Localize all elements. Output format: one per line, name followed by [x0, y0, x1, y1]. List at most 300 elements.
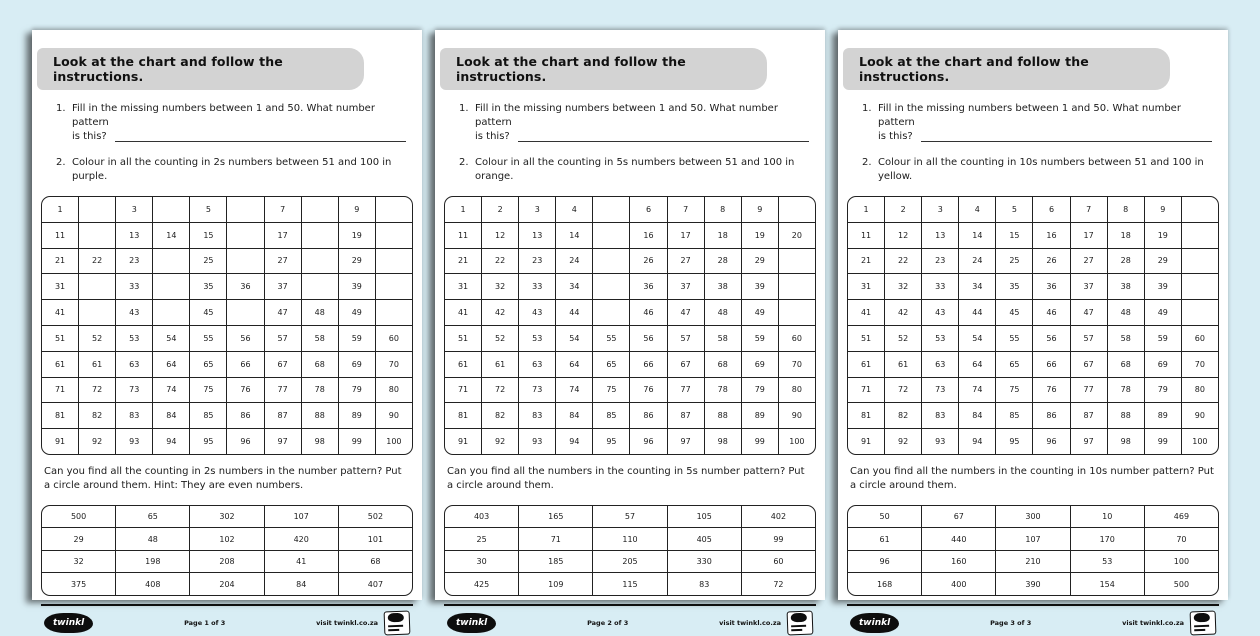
grid-cell: 165 [518, 506, 592, 528]
grid-cell: 51 [54, 333, 66, 343]
grid-cell: 38 [1107, 274, 1144, 299]
grid-cell: 67 [1070, 352, 1107, 377]
grid-cell: 10 [1070, 506, 1144, 528]
grid-cell: 61 [54, 359, 66, 369]
grid-cell: 48 [1107, 300, 1144, 325]
grid-row [445, 506, 815, 528]
grid-cell [778, 197, 815, 222]
grid-cell: 14 [958, 223, 995, 248]
grid-row [42, 197, 412, 222]
grid-cell: 30 [476, 557, 487, 567]
grid-cell: 69 [741, 352, 778, 377]
answer-blank-line [921, 131, 1212, 142]
answer-blank-line [115, 131, 406, 142]
visit-url-label: visit twinkl.co.za [1122, 619, 1184, 628]
page-title: Look at the chart and follow the instructions. [440, 48, 767, 90]
grid-row [445, 402, 815, 428]
grid-cell: 22 [78, 249, 115, 274]
grid-cell: 51 [860, 333, 872, 343]
grid-cell: 405 [667, 528, 741, 550]
grid-row [42, 222, 412, 248]
circle-numbers-grid [444, 505, 816, 596]
grid-cell: 88 [1107, 403, 1144, 428]
grid-cell: 76 [1032, 378, 1069, 403]
grid-cell: 44 [958, 300, 995, 325]
grid-cell: 96 [879, 557, 890, 567]
grid-cell [226, 223, 263, 248]
grid-cell [375, 274, 412, 299]
grid-cell: 85 [995, 403, 1032, 428]
grid-cell: 96 [1032, 429, 1069, 454]
grid-cell: 87 [264, 403, 301, 428]
grid-cell: 14 [555, 223, 592, 248]
instruction-2 [56, 156, 406, 184]
grid-row [848, 527, 1218, 550]
grid-cell: 198 [115, 551, 189, 573]
grid-cell: 49 [338, 300, 375, 325]
grid-cell: 17 [1070, 223, 1107, 248]
grid-cell: 88 [704, 403, 741, 428]
grid-cell: 69 [338, 352, 375, 377]
grid-cell: 420 [264, 528, 338, 550]
bottom-question-text: Can you find all the numbers in the counting in 10s number pattern? Put [850, 465, 1214, 477]
grid-cell: 16 [1032, 223, 1069, 248]
grid-cell: 28 [1107, 249, 1144, 274]
twinkl-logo: twinkl [447, 613, 496, 633]
twinkl-logo: twinkl [44, 613, 93, 633]
grid-cell: 58 [1107, 326, 1144, 351]
grid-cell: 60 [741, 551, 815, 573]
page-footer [850, 611, 1216, 635]
grid-cell: 5 [189, 197, 226, 222]
grid-cell: 29 [1144, 249, 1181, 274]
grid-cell: 58 [704, 326, 741, 351]
grid-cell: 67 [264, 352, 301, 377]
grid-cell: 4 [555, 197, 592, 222]
grid-cell: 68 [704, 352, 741, 377]
grid-cell: 57 [592, 506, 666, 528]
grid-cell: 41 [457, 308, 469, 318]
grid-row [848, 273, 1218, 299]
instruction-text: Colour in all the counting in 10s numbers between 51 and 100 in [878, 157, 1204, 168]
grid-cell: 71 [518, 528, 592, 550]
grid-cell: 84 [152, 403, 189, 428]
grid-cell: 91 [860, 437, 872, 447]
grid-cell: 32 [481, 274, 518, 299]
grid-cell: 42 [481, 300, 518, 325]
grid-cell [152, 249, 189, 274]
page-title: Look at the chart and follow the instructions. [843, 48, 1170, 90]
worksheet-page-3 [838, 30, 1228, 629]
grid-cell: 71 [457, 385, 469, 395]
footer-divider [444, 604, 816, 607]
instruction-text: is this? [72, 131, 107, 142]
grid-cell: 107 [264, 506, 338, 528]
grid-cell: 24 [958, 249, 995, 274]
instruction-text: orange. [475, 171, 514, 182]
grid-cell: 98 [301, 429, 338, 454]
grid-cell: 75 [995, 378, 1032, 403]
grid-row [42, 248, 412, 274]
grid-row [445, 377, 815, 403]
grid-cell: 94 [152, 429, 189, 454]
grid-cell: 66 [1032, 352, 1069, 377]
grid-cell: 87 [667, 403, 704, 428]
grid-row [848, 325, 1218, 351]
grid-cell: 33 [921, 274, 958, 299]
grid-row [848, 506, 1218, 528]
grid-cell: 73 [115, 378, 152, 403]
grid-cell: 25 [189, 249, 226, 274]
bottom-question-text: a circle around them. Hint: They are even numbers. [44, 479, 304, 491]
grid-cell: 1 [863, 204, 869, 214]
hundred-number-chart [847, 196, 1219, 455]
grid-row [848, 377, 1218, 403]
grid-cell: 60 [1181, 326, 1218, 351]
grid-cell: 23 [921, 249, 958, 274]
grid-cell [592, 197, 629, 222]
instruction-text: Colour in all the counting in 5s numbers between 51 and 100 in [475, 157, 795, 168]
grid-cell: 72 [884, 378, 921, 403]
grid-cell: 204 [189, 573, 263, 595]
grid-cell: 61 [481, 352, 518, 377]
grid-cell: 22 [884, 249, 921, 274]
grid-cell: 71 [54, 385, 66, 395]
grid-cell: 13 [115, 223, 152, 248]
circle-numbers-grid [847, 505, 1219, 596]
grid-row [42, 351, 412, 377]
grid-cell: 425 [473, 579, 490, 589]
grid-cell: 68 [338, 551, 412, 573]
grid-cell: 49 [1144, 300, 1181, 325]
instruction-number: 2. [56, 157, 66, 168]
grid-cell: 35 [995, 274, 1032, 299]
circle-numbers-grid [41, 505, 413, 596]
grid-cell: 48 [115, 528, 189, 550]
grid-row [445, 299, 815, 325]
grid-cell: 79 [1144, 378, 1181, 403]
grid-cell: 52 [481, 326, 518, 351]
grid-cell: 42 [884, 300, 921, 325]
twinkl-badge-icon [787, 611, 814, 636]
grid-cell: 33 [115, 274, 152, 299]
grid-cell: 63 [115, 352, 152, 377]
grid-cell: 23 [115, 249, 152, 274]
grid-cell: 390 [995, 573, 1069, 595]
grid-cell: 2 [481, 197, 518, 222]
instruction-text: is this? [475, 131, 510, 142]
grid-cell: 82 [78, 403, 115, 428]
grid-cell: 26 [629, 249, 666, 274]
grid-cell [301, 197, 338, 222]
grid-cell: 34 [555, 274, 592, 299]
grid-cell: 68 [1107, 352, 1144, 377]
instruction-text: Colour in all the counting in 2s numbers between 51 and 100 in [72, 157, 392, 168]
grid-cell: 33 [518, 274, 555, 299]
grid-cell: 53 [1070, 551, 1144, 573]
visit-url-label: visit twinkl.co.za [719, 619, 781, 628]
grid-cell: 13 [921, 223, 958, 248]
grid-cell: 49 [741, 300, 778, 325]
bottom-question-text: Can you find all the numbers in the counting in 5s number pattern? Put [447, 465, 805, 477]
hundred-number-chart [444, 196, 816, 455]
grid-cell: 48 [704, 300, 741, 325]
grid-cell: 440 [921, 528, 995, 550]
grid-cell: 65 [995, 352, 1032, 377]
grid-cell: 57 [264, 326, 301, 351]
grid-cell: 16 [629, 223, 666, 248]
visit-url-label: visit twinkl.co.za [316, 619, 378, 628]
grid-cell: 75 [592, 378, 629, 403]
grid-cell: 43 [518, 300, 555, 325]
grid-cell: 93 [115, 429, 152, 454]
grid-cell: 14 [152, 223, 189, 248]
grid-cell: 6 [629, 197, 666, 222]
worksheet-page-2 [435, 30, 825, 629]
grid-cell: 13 [518, 223, 555, 248]
grid-cell: 37 [667, 274, 704, 299]
instruction-text: purple. [72, 171, 108, 182]
instruction-number: 1. [459, 103, 469, 114]
instruction-text: Fill in the missing numbers between 1 and 50. What number pattern [475, 103, 778, 128]
grid-cell: 154 [1070, 573, 1144, 595]
grid-cell: 52 [78, 326, 115, 351]
grid-cell: 3 [115, 197, 152, 222]
grid-cell: 47 [667, 300, 704, 325]
grid-cell: 89 [1144, 403, 1181, 428]
grid-cell [226, 197, 263, 222]
grid-cell: 25 [476, 534, 487, 544]
footer-divider [41, 604, 413, 607]
grid-cell: 77 [264, 378, 301, 403]
grid-row [445, 248, 815, 274]
grid-cell [778, 274, 815, 299]
page-footer [44, 611, 410, 635]
grid-cell: 31 [54, 282, 66, 292]
grid-cell [592, 249, 629, 274]
grid-cell: 70 [1144, 528, 1218, 550]
grid-cell: 47 [264, 300, 301, 325]
grid-row [848, 402, 1218, 428]
grid-cell: 81 [860, 411, 872, 421]
grid-cell [78, 197, 115, 222]
grid-cell: 61 [884, 352, 921, 377]
grid-cell: 170 [1070, 528, 1144, 550]
bottom-question [447, 465, 811, 493]
grid-cell: 407 [338, 573, 412, 595]
grid-cell: 15 [995, 223, 1032, 248]
grid-cell: 87 [1070, 403, 1107, 428]
grid-cell: 27 [667, 249, 704, 274]
instruction-2 [862, 156, 1212, 184]
grid-cell: 39 [1144, 274, 1181, 299]
instruction-text: yellow. [878, 171, 913, 182]
grid-row [848, 197, 1218, 222]
grid-cell [375, 197, 412, 222]
grid-cell: 36 [629, 274, 666, 299]
grid-cell: 86 [226, 403, 263, 428]
page-footer [447, 611, 813, 635]
grid-row [445, 428, 815, 454]
grid-cell: 44 [555, 300, 592, 325]
grid-cell: 73 [518, 378, 555, 403]
grid-cell: 85 [189, 403, 226, 428]
grid-row [42, 550, 412, 573]
grid-cell: 84 [555, 403, 592, 428]
grid-row [848, 572, 1218, 595]
grid-cell: 3 [921, 197, 958, 222]
page-number-label: Page 3 of 3 [990, 619, 1032, 628]
instruction-number: 2. [862, 157, 872, 168]
grid-cell: 79 [741, 378, 778, 403]
worksheet-page-1 [32, 30, 422, 629]
grid-cell: 80 [1181, 378, 1218, 403]
grid-cell: 8 [704, 197, 741, 222]
grid-cell: 41 [860, 308, 872, 318]
grid-cell: 85 [592, 403, 629, 428]
grid-cell: 37 [1070, 274, 1107, 299]
grid-cell: 46 [1032, 300, 1069, 325]
grid-cell: 74 [958, 378, 995, 403]
grid-row [42, 402, 412, 428]
page-number-label: Page 1 of 3 [184, 619, 226, 628]
grid-row [42, 377, 412, 403]
grid-cell: 79 [338, 378, 375, 403]
bottom-question [850, 465, 1214, 493]
grid-cell: 63 [518, 352, 555, 377]
bottom-question-text: a circle around them. [850, 479, 957, 491]
grid-cell: 205 [592, 551, 666, 573]
grid-cell: 73 [921, 378, 958, 403]
instruction-1 [56, 102, 406, 144]
grid-cell: 115 [592, 573, 666, 595]
grid-cell: 59 [1144, 326, 1181, 351]
grid-row [42, 273, 412, 299]
page-title: Look at the chart and follow the instructions. [37, 48, 364, 90]
grid-cell [375, 300, 412, 325]
grid-cell: 99 [1144, 429, 1181, 454]
grid-cell: 97 [1070, 429, 1107, 454]
grid-cell: 63 [921, 352, 958, 377]
grid-cell: 29 [73, 534, 84, 544]
grid-cell: 102 [189, 528, 263, 550]
grid-cell: 81 [54, 411, 66, 421]
grid-cell: 6 [1032, 197, 1069, 222]
grid-cell: 58 [301, 326, 338, 351]
grid-cell: 17 [667, 223, 704, 248]
grid-row [42, 299, 412, 325]
grid-cell: 78 [704, 378, 741, 403]
grid-cell: 21 [54, 256, 66, 266]
grid-cell: 92 [884, 429, 921, 454]
grid-cell: 90 [375, 403, 412, 428]
grid-cell: 95 [189, 429, 226, 454]
grid-cell: 39 [338, 274, 375, 299]
grid-cell: 64 [152, 352, 189, 377]
grid-cell: 11 [860, 230, 872, 240]
grid-cell: 91 [54, 437, 66, 447]
grid-cell: 45 [995, 300, 1032, 325]
grid-cell: 93 [518, 429, 555, 454]
twinkl-badge-icon [384, 611, 411, 636]
grid-cell: 83 [921, 403, 958, 428]
grid-row [42, 527, 412, 550]
grid-cell: 39 [741, 274, 778, 299]
grid-cell: 86 [1032, 403, 1069, 428]
grid-cell: 64 [555, 352, 592, 377]
grid-cell: 95 [592, 429, 629, 454]
grid-cell: 36 [226, 274, 263, 299]
grid-cell: 61 [879, 534, 890, 544]
grid-cell: 37 [264, 274, 301, 299]
grid-cell: 48 [301, 300, 338, 325]
grid-cell: 408 [115, 573, 189, 595]
grid-cell: 97 [264, 429, 301, 454]
grid-cell: 3 [518, 197, 555, 222]
grid-row [42, 325, 412, 351]
grid-cell: 61 [78, 352, 115, 377]
grid-cell: 61 [457, 359, 469, 369]
grid-cell [226, 300, 263, 325]
grid-cell: 68 [301, 352, 338, 377]
grid-cell: 83 [667, 573, 741, 595]
grid-cell: 75 [189, 378, 226, 403]
grid-cell: 7 [667, 197, 704, 222]
grid-cell: 18 [704, 223, 741, 248]
grid-cell: 76 [226, 378, 263, 403]
bottom-question-text: Can you find all the counting in 2s numbers in the number pattern? Put [44, 465, 402, 477]
grid-row [445, 527, 815, 550]
instruction-text: Fill in the missing numbers between 1 and 50. What number pattern [72, 103, 375, 128]
grid-cell: 90 [1181, 403, 1218, 428]
grid-cell: 107 [995, 528, 1069, 550]
grid-cell: 78 [1107, 378, 1144, 403]
grid-cell: 9 [741, 197, 778, 222]
grid-cell: 90 [778, 403, 815, 428]
grid-row [42, 428, 412, 454]
grid-cell: 2 [884, 197, 921, 222]
grid-cell: 160 [921, 551, 995, 573]
grid-cell: 41 [54, 308, 66, 318]
answer-blank-line [518, 131, 809, 142]
grid-cell: 97 [667, 429, 704, 454]
grid-cell: 52 [884, 326, 921, 351]
grid-cell [78, 300, 115, 325]
grid-cell: 55 [189, 326, 226, 351]
grid-cell: 100 [1181, 429, 1218, 454]
grid-cell: 89 [741, 403, 778, 428]
grid-cell: 100 [375, 429, 412, 454]
grid-row [445, 550, 815, 573]
grid-cell: 82 [884, 403, 921, 428]
grid-cell [78, 274, 115, 299]
grid-row [445, 273, 815, 299]
grid-cell [592, 300, 629, 325]
grid-cell: 94 [555, 429, 592, 454]
grid-cell: 36 [1032, 274, 1069, 299]
grid-cell: 61 [860, 359, 872, 369]
grid-cell: 27 [1070, 249, 1107, 274]
grid-cell: 375 [70, 579, 87, 589]
grid-cell: 403 [473, 512, 490, 522]
grid-cell: 15 [189, 223, 226, 248]
grid-cell: 56 [226, 326, 263, 351]
grid-cell: 109 [518, 573, 592, 595]
grid-cell: 7 [264, 197, 301, 222]
twinkl-logo: twinkl [850, 613, 899, 633]
grid-cell: 32 [884, 274, 921, 299]
grid-cell: 67 [667, 352, 704, 377]
